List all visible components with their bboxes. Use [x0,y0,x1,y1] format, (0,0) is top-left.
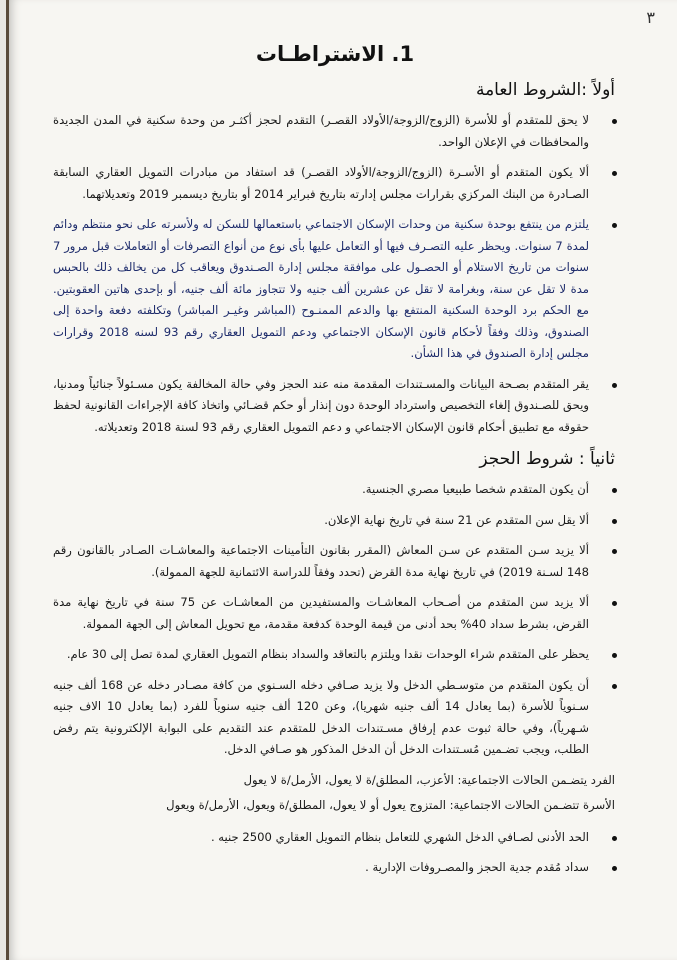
list-item: الحد الأدنى لصـافي الدخل الشهري للتعامل بنظام التمويل العقاري 2500 جنيه . [53,827,589,849]
section-heading-general-conditions: أولاً :الشروط العامة [475,80,615,100]
list-item: ألا يزيد سن المتقدم من أصـحاب المعاشـات والمستفيدين من المعاشـات عن 75 سنة في تاريخ نهاية مدة القرض، بشرط سداد 40% بحد أدنى من قيمة الوحدة كدفعة مقدمة، مع تحويل المعاش إلى الجهة الممولة. [53,592,589,635]
note-family: الأسرة تتضـمن الحالات الاجتماعية: المتزوج يعول أو لا يعول، المطلق/ة ويعول، الأرمل/ة ويعول [166,798,615,812]
section-heading-booking-conditions: ثانياً : شروط الحجز [479,449,615,469]
page-number: ٣ [646,8,655,27]
booking-conditions-list-2 [53,827,589,879]
list-item: سداد مُقدم جدية الحجز والمصـروفات الإدارية . [53,857,589,879]
booking-conditions-list [53,479,589,761]
list-item: ألا يقل سن المتقدم عن 21 سنة في تاريخ نهاية الإعلان. [53,510,589,532]
list-item: أن يكون المتقدم من متوسـطي الدخل ولا يزيد صـافي دخله السـنوي من كافة مصـادر دخله عن 168 ألف جنيه سـنوياً للأسرة (بما يعادل 14 ألف جنيه شهريا)، وعن 120 ألف جنيه سنوياً للفرد (بما يعادل 10 الاف جنيه شـهرياً)، وفي حالة ثبوت عدم إرفاق مسـتندات الدخل للمتقدم عند التقديم على البوابة الإلكترونية يتم رفض الطلب، ويجب تضـمين مُسـتندات الدخل أن الدخل المذكور هو صـافي الدخل. [53,675,589,761]
list-item: يلتزم من ينتفع بوحدة سكنية من وحدات الإسكان الاجتماعي باستعمالها للسكن له ولأسرته على نحو منتظم ودائم لمدة 7 سنوات. ويحظر عليه التصـرف فيها أو التعامل عليها بأى نوع من أنواع التصرفات أو التعاملات قبل مرور 7 سنوات من تاريخ الاستلام أو الحصـول على موافقة مجلس إدارة الصـندوق ويعاقب كل من يخالف ذلك بالحبس مدة لا تقل عن سنة، وبغرامة لا تقل عن عشرين ألف جنيه ولا تتجاوز مائة ألف جنيه، أو بإحدى هاتين العقوبتين. مع الحكم برد الوحدة السكنية المنتفع بها والدعم الممنـوح (المباشر وغيـر المباشر) وتكلفته دفعة واحدة إلى الصندوق، وذلك وفقاً لأحكام قانون الإسكان الاجتماعي ودعم التمويل العقاري رقم 93 لسنه 2018 وقرارات مجلس إدارة الصندوق في هذا الشأن. [53,214,589,365]
list-item: ألا يزيد سـن المتقدم عن سـن المعاش (المقرر بقانون التأمينات الاجتماعية والمعاشـات الصـادر بالقانون رقم 148 لسـنة 2019) في تاريخ نهاية مدة القرض (تحدد وفقاً للدراسة الائتمانية للجهة الممولة). [53,540,589,583]
general-conditions-list [53,110,589,438]
list-item: يحظر على المتقدم شراء الوحدات نقدا ويلتزم بالتعاقد والسداد بنظام التمويل العقاري لمدة تصل إلى 30 عام. [53,644,589,666]
page-title: 1. الاشتراطـات [255,42,415,66]
social-status-notes [53,770,617,817]
document-page [6,0,677,960]
note-individual: الفرد يتضـمن الحالات الاجتماعية: الأعزب، المطلق/ة لا يعول، الأرمل/ة لا يعول [243,772,615,787]
list-item: ألا يكون المتقدم أو الأسـرة (الزوج/الزوجة/الأولاد القصـر) قد استفاد من مبادرات التمويل العقاري السابقة الصـادرة من البنك المركزي بقرارات مجلس إدارته بتاريخ فبراير 2014 أو بتاريخ ديسمبر 2019 وتعديلاتهما. [53,162,589,205]
list-item: يقر المتقدم بصـحة البيانات والمسـتندات المقدمة منه عند الحجز وفي حالة المخالفة يكون مسـئولاً جنائياً ومدنيا، ويحق للصـندوق إلغاء التخصيص واسترداد الوحدة دون إنذار أو حكم قضـائي واتخاذ كافة الإجراءات القانونية لحفظ حقوقه مع تطبيق أحكام قانون الإسكان الاجتماعي و دعم التمويل العقاري رقم 93 لسنة 2018 وتعديلاته. [53,374,589,439]
list-item: لا يحق للمتقدم أو للأسرة (الزوج/الزوجة/الأولاد القصـر) التقدم لحجز أكثـر من وحدة سكنية في المدن الجديدة والمحافظات في الإعلان الواحد. [53,110,589,153]
list-item: أن يكون المتقدم شخصا طبيعيا مصري الجنسية. [53,479,589,501]
